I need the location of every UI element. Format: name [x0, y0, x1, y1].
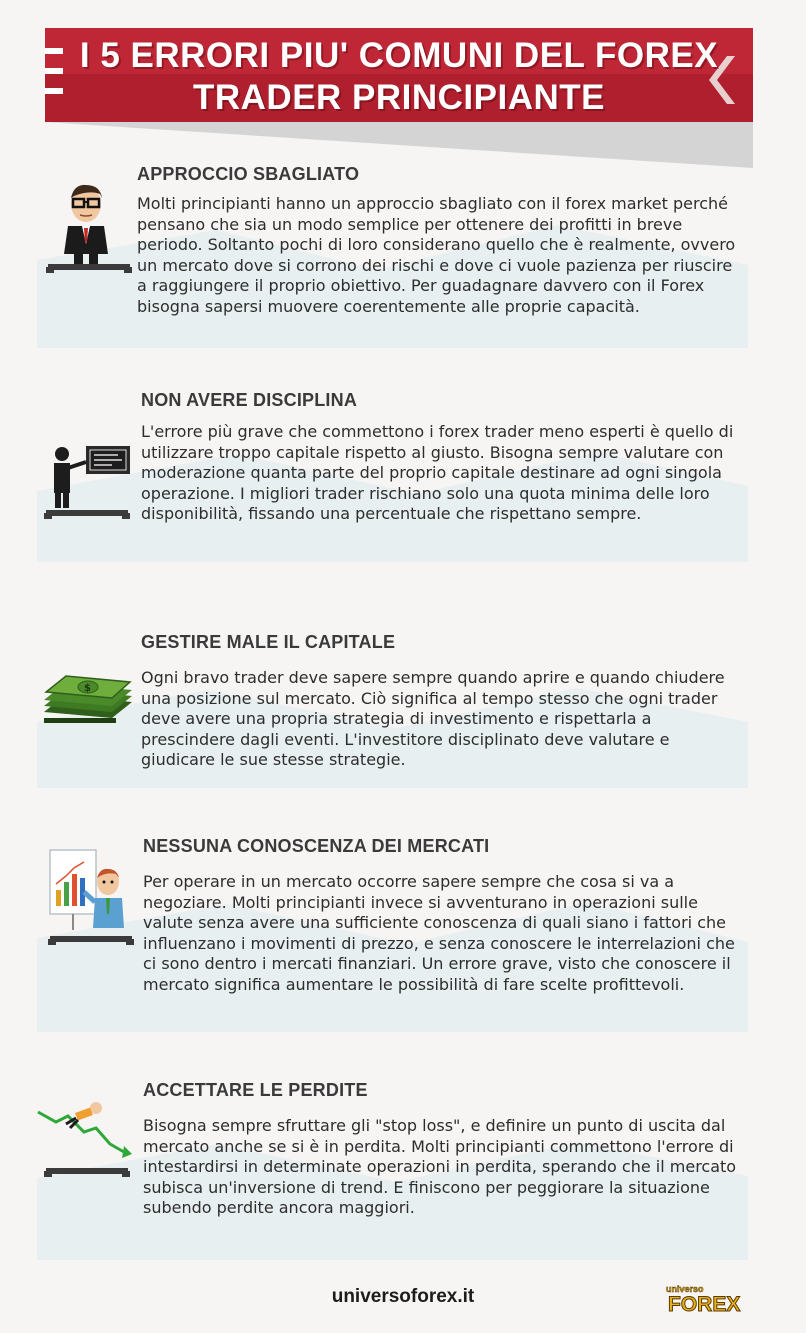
svg-text:$: $ — [84, 683, 91, 694]
chart-presenter-icon — [46, 848, 134, 956]
logo-small-text: universo — [666, 1284, 704, 1294]
money-stack-icon — [42, 672, 134, 732]
businessman-icon — [44, 182, 132, 280]
section-title: NESSUNA CONOSCENZA DEI MERCATI — [143, 836, 490, 856]
page-title-line-2: TRADER PRINCIPIANTE — [192, 78, 606, 117]
section-text: L'errore più grave che commettono i forex trader meno esperti è quello di utilizzare troppo capitale rispetto al giusto. Bisogna sempre valutare con moderazione quanta parte del proprio capitale destinare ad ogni singola operazione. I migliori trader rischiano solo una quota minima delle loro disponibilità, fissando una percentuale che rispettano sempre. — [141, 422, 734, 523]
section-title: NON AVERE DISCIPLINA — [141, 390, 358, 410]
section-gestire-male-il-capitale — [0, 630, 806, 790]
section-text: Molti principianti hanno un approccio sbagliato con il forex market perché pensano che sia un modo semplice per ottenere dei profitti in breve periodo. Soltanto pochi di loro considerano quello che è realmente, ovvero un mercato dove si corrono dei rischi e dove ci vuole pazienza per riuscire a raggiungere il proprio obiettivo. Per guadagnare davvero con il Forex bisogna sapersi muovere coerentemente alle proprie capacità. — [137, 194, 736, 316]
logo-big-text: FOREX — [668, 1293, 741, 1314]
page-title-line-1: I 5 ERRORI PIU' COMUNI DEL FOREX — [79, 36, 719, 75]
section-nessuna-conoscenza-dei-mercati — [0, 834, 806, 1034]
section-approccio-sbagliato — [0, 160, 806, 350]
footer-url[interactable]: universoforex.it — [331, 1286, 475, 1307]
presenter-icon — [42, 440, 132, 530]
falling-trend-icon — [34, 1098, 134, 1188]
section-non-avere-disciplina — [0, 388, 806, 563]
section-text: Ogni bravo trader deve sapere sempre quando aprire e quando chiudere una posizione sul mercato. Ciò significa al tempo stesso che ogni trader deve avere una propria strategia di investimento e rispettarla a prescindere dagli eventi. L'investitore disciplinato deve valutare e giudicare le sue stesse strategie. — [141, 668, 725, 769]
universoforex-logo — [662, 1282, 742, 1318]
section-accettare-le-perdite — [0, 1078, 806, 1263]
section-text: Bisogna sempre sfruttare gli "stop loss", e definire un punto di uscita dal mercato anche se si è in perdita. Molti principianti commettono l'errore di intestardirsi in determinate operazioni in perdita, sperando che il mercato subisca un'inversione di trend. E finiscono per peggiorare la situazione subendo perdite ancora maggiori. — [143, 1116, 737, 1217]
section-text: Per operare in un mercato occorre sapere sempre che cosa si va a negoziare. Molti principianti invece si avventurano in operazioni sulle valute senza avere una sufficiente conoscenza di quali siano i fattori che influenzano i movimenti di prezzo, e senza conoscere le interrelazioni che ci sono dentro i mercati finanziari. Un errore grave, visto che conoscere il mercato significa aumentare le possibilità di fare scelte profittevoli. — [143, 872, 735, 994]
section-title: GESTIRE MALE IL CAPITALE — [141, 632, 396, 652]
section-title: APPROCCIO SBAGLIATO — [137, 164, 360, 184]
section-title: ACCETTARE LE PERDITE — [143, 1080, 368, 1100]
header-banner — [45, 28, 753, 122]
